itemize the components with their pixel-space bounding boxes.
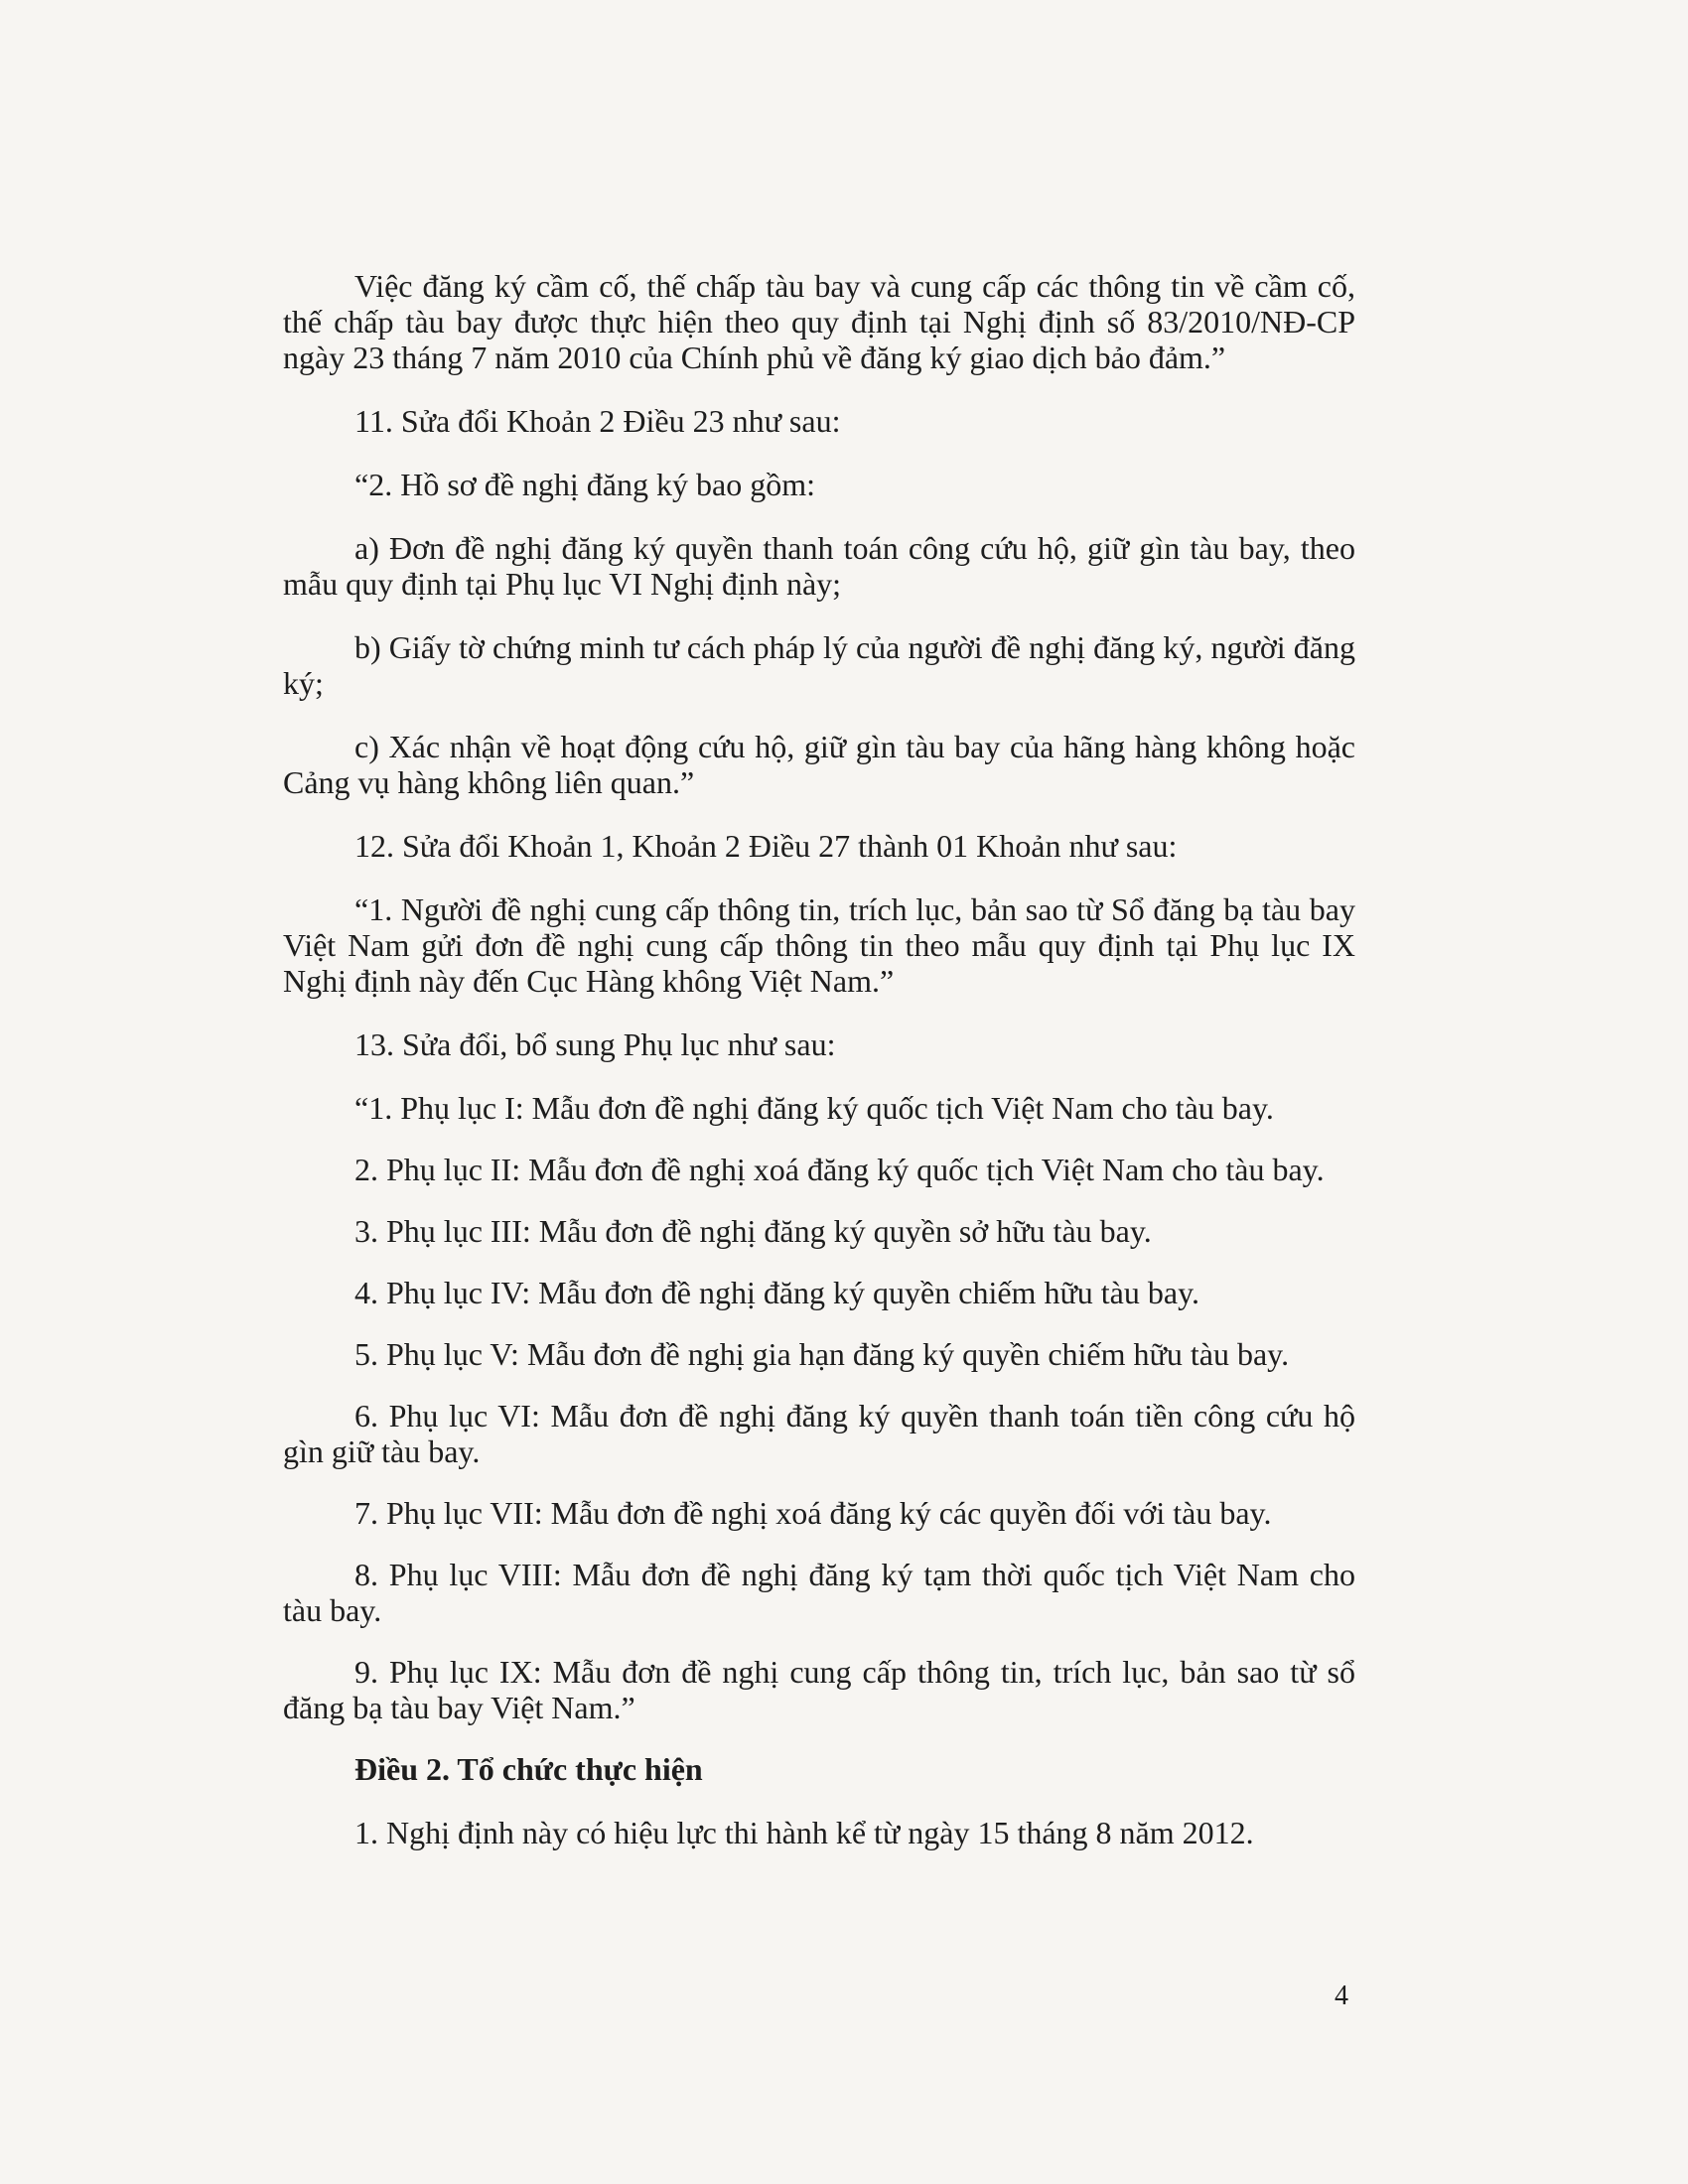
paragraph-dossier-item-a: a) Đơn đề nghị đăng ký quyền thanh toán công cứu hộ, giữ gìn tàu bay, theo mẫu quy định tại Phụ lục VI Nghị định này; xyxy=(283,530,1355,602)
appendix-item-3: 3. Phụ lục III: Mẫu đơn đề nghị đăng ký quyền sở hữu tàu bay. xyxy=(354,1213,1152,1249)
paragraph-amendment-11: 11. Sửa đổi Khoản 2 Điều 23 như sau: xyxy=(354,403,841,439)
appendix-item-5: 5. Phụ lục V: Mẫu đơn đề nghị gia hạn đăng ký quyền chiếm hữu tàu bay. xyxy=(354,1336,1290,1372)
paragraph-dossier-title: “2. Hồ sơ đề nghị đăng ký bao gồm: xyxy=(354,467,815,502)
appendix-item-9: 9. Phụ lục IX: Mẫu đơn đề nghị cung cấp thông tin, trích lục, bản sao từ sổ đăng bạ tàu bay Việt Nam.” xyxy=(283,1654,1355,1725)
paragraph-amendment-12: 12. Sửa đổi Khoản 1, Khoản 2 Điều 27 thành 01 Khoản như sau: xyxy=(354,828,1178,864)
appendix-item-8: 8. Phụ lục VIII: Mẫu đơn đề nghị đăng ký tạm thời quốc tịch Việt Nam cho tàu bay. xyxy=(283,1557,1355,1628)
paragraph-mortgage-registration: Việc đăng ký cầm cố, thế chấp tàu bay và cung cấp các thông tin về cầm cố, thế chấp tàu bay được thực hiện theo quy định tại Nghị định số 83/2010/NĐ-CP ngày 23 tháng 7 năm 2010 của Chính phủ về đăng ký giao dịch bảo đảm.” xyxy=(283,268,1355,375)
appendix-item-2: 2. Phụ lục II: Mẫu đơn đề nghị xoá đăng ký quốc tịch Việt Nam cho tàu bay. xyxy=(354,1152,1325,1187)
appendix-item-1: “1. Phụ lục I: Mẫu đơn đề nghị đăng ký quốc tịch Việt Nam cho tàu bay. xyxy=(354,1090,1274,1126)
article-2-heading: Điều 2. Tổ chức thực hiện xyxy=(354,1751,703,1787)
appendix-item-6: 6. Phụ lục VI: Mẫu đơn đề nghị đăng ký quyền thanh toán tiền công cứu hộ gìn giữ tàu bay. xyxy=(283,1398,1355,1469)
paragraph-dossier-item-b: b) Giấy tờ chứng minh tư cách pháp lý của người đề nghị đăng ký, người đăng ký; xyxy=(283,629,1355,701)
appendix-item-7: 7. Phụ lục VII: Mẫu đơn đề nghị xoá đăng ký các quyền đối với tàu bay. xyxy=(354,1495,1272,1531)
effective-date-paragraph: 1. Nghị định này có hiệu lực thi hành kể từ ngày 15 tháng 8 năm 2012. xyxy=(354,1815,1254,1850)
appendix-item-4: 4. Phụ lục IV: Mẫu đơn đề nghị đăng ký quyền chiếm hữu tàu bay. xyxy=(354,1275,1199,1310)
document-body xyxy=(283,268,1355,1878)
paragraph-amendment-13: 13. Sửa đổi, bổ sung Phụ lục như sau: xyxy=(354,1026,836,1062)
page-number: 4 xyxy=(1335,1980,1348,2011)
paragraph-information-request: “1. Người đề nghị cung cấp thông tin, trích lục, bản sao từ Sổ đăng bạ tàu bay Việt Nam gửi đơn đề nghị cung cấp thông tin theo mẫu quy định tại Phụ lục IX Nghị định này đến Cục Hàng không Việt Nam.” xyxy=(283,891,1355,999)
paragraph-dossier-item-c: c) Xác nhận về hoạt động cứu hộ, giữ gìn tàu bay của hãng hàng không hoặc Cảng vụ hàng không liên quan.” xyxy=(283,729,1355,800)
